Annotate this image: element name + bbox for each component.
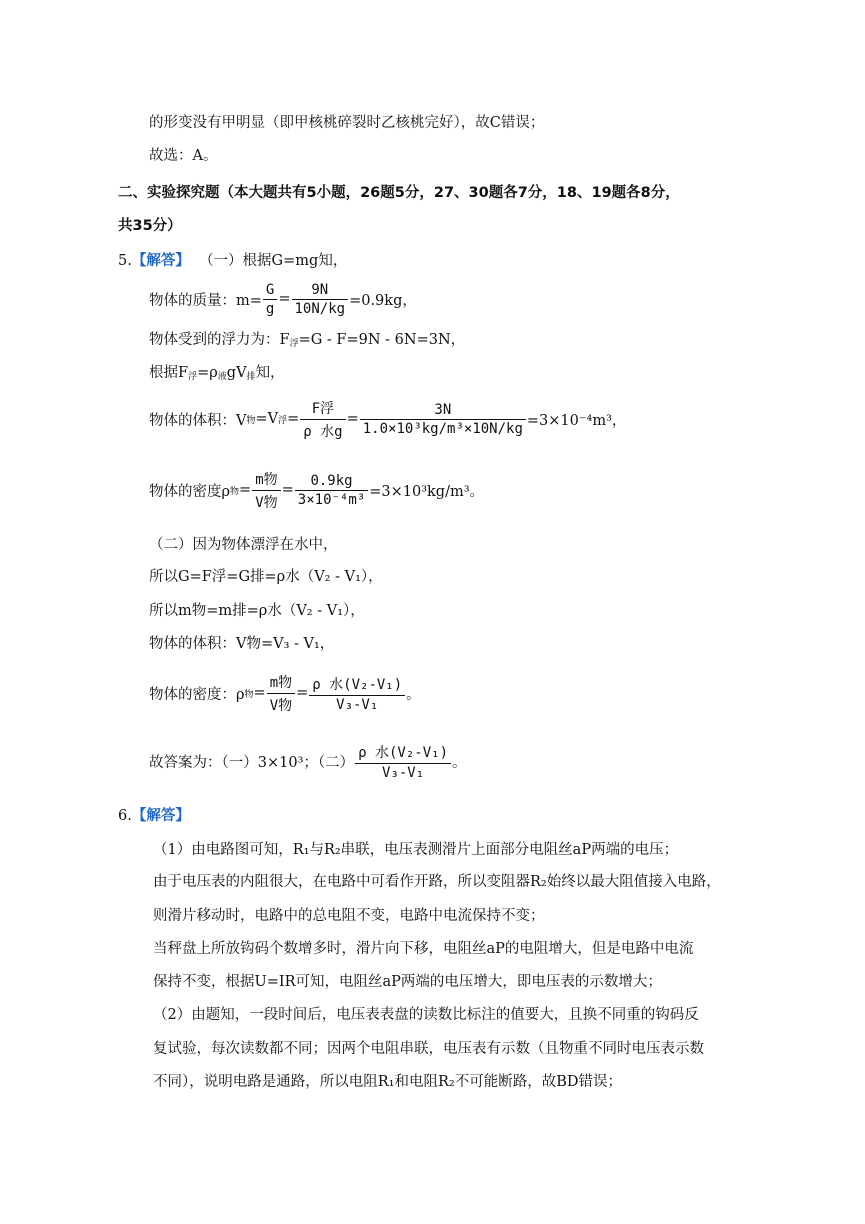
question-5-header [118, 251, 347, 271]
numerator: m物 [267, 672, 295, 694]
text-line: 所以m物=m排=ρ水（V₂ - V₁）， [149, 603, 365, 619]
text: 物体受到的浮力为：F [149, 332, 290, 348]
label: 物体的密度ρ [149, 483, 231, 500]
denominator: V₃-V₁ [336, 696, 379, 713]
answer-tag: 【解答】 [131, 253, 190, 269]
volume-formula: 物体的体积：V 物 =V 浮 = $\frac{\text{F浮}}{\text{ρ 水g}}$ = $\frac{3N}{\text{1.0×10³kg/m³×10N/kg}}$ =3×10⁻⁴m³， [149, 397, 626, 441]
text-line: 的形变没有甲明显（即甲核桃碎裂时乙核桃完好），故C错误； [149, 115, 545, 131]
text-line: 当秤盘上所放钩码个数增多时，滑片向下移，电阻丝aP的电阻增大，但是电路中电流 [153, 941, 694, 957]
result: =0.9kg， [349, 292, 417, 309]
denominator: V物 [255, 494, 278, 511]
label: 故答案为：（一）3×10³；（二） [149, 754, 355, 771]
text: =V [255, 411, 279, 427]
denominator: V物 [269, 697, 293, 714]
text: =G - F=9N - 6N=3N， [298, 332, 466, 348]
subscript: 物 [244, 689, 254, 700]
text-line: 保持不变，根据U=IR可知，电阻丝aP两端的电压增大，即电压表的示数增大； [153, 974, 662, 990]
fraction [295, 473, 368, 508]
text-line: 不同），说明电路是通路，所以电阻R₁和电阻R₂不可能断路，故BD错误； [153, 1074, 622, 1090]
text: 知， [255, 365, 285, 381]
numerator: 9N [292, 282, 349, 300]
denominator: 10N/kg [294, 300, 346, 317]
mass-formula: 物体的质量：m= $\frac{G}{g}$ = $\frac{9N}{10N/kg}$ =0.9kg， [149, 281, 417, 317]
text: =ρ [197, 365, 218, 381]
subscript: 物 [246, 415, 256, 426]
fraction [292, 282, 349, 317]
subscript: 浮 [188, 372, 198, 382]
text: 根据F [149, 365, 189, 381]
question-number: 6. [118, 808, 132, 824]
label: 物体的质量：m= [149, 292, 262, 309]
text-line: 所以G=F浮=G排=ρ水（V₂ - V₁）， [149, 569, 383, 585]
text-line: 则滑片移动时，电路中的总电阻不变，电路中电流保持不变； [153, 908, 545, 924]
result: =3×10³kg/m³。 [369, 483, 485, 500]
fraction [309, 674, 405, 713]
fraction [360, 402, 526, 437]
fraction [355, 742, 451, 781]
question-number: 5. [118, 253, 132, 269]
result: =3×10⁻⁴m³， [526, 412, 627, 429]
fraction [252, 469, 280, 512]
text-line: （2）由题知，一段时间后，电压表表盘的读数比标注的值要大，且换不同重的钩码反 [153, 1007, 699, 1023]
question-6-header [118, 806, 190, 826]
subscript: 物 [230, 486, 240, 497]
label: 物体的体积：V [149, 412, 247, 429]
text: gV [226, 365, 247, 381]
subscript: 浮 [289, 339, 299, 349]
text-line: 由于电压表的内阻很大，在电路中可看作开路，所以变阻器R₂始终以最大阻值接入电路， [153, 874, 721, 890]
numerator: F浮 [300, 398, 345, 420]
denominator: g [265, 300, 275, 317]
numerator: 0.9kg [295, 473, 368, 491]
text-line: （1）由电路图可知，R₁与R₂串联，电压表测滑片上面部分电阻丝aP两端的电压； [153, 842, 679, 858]
denominator: V₃-V₁ [381, 764, 425, 781]
numerator: G [263, 282, 277, 300]
fraction [263, 282, 277, 317]
answer-line [149, 738, 467, 784]
subscript: 浮 [278, 415, 288, 426]
text: = [287, 411, 300, 427]
buoyancy-line [149, 330, 465, 354]
answer-tag: 【解答】 [131, 808, 190, 824]
fraction [300, 398, 345, 441]
numerator: m物 [252, 469, 280, 491]
section-heading: 二、实验探究题（本大题共有5小题，26题5分，27、30题各7分，18、19题各8分， [118, 185, 680, 201]
fraction [267, 672, 295, 715]
subscript: 液 [217, 372, 227, 382]
numerator: 3N [360, 402, 526, 420]
denominator: ρ 水g [303, 423, 343, 440]
denominator: 1.0×10³kg/m³×10N/kg [362, 420, 523, 437]
denominator: 3×10⁻⁴m³ [297, 491, 366, 508]
density-formula-2: 物体的密度：ρ 物 = $\frac{\text{m物}}{\text{V物}}$ = $\frac{\text{ρ 水(V₂-V₁)}}{\text{V₃-V₁}}$ 。 [149, 670, 421, 716]
label: 物体的密度：ρ [149, 686, 245, 703]
numerator: ρ 水(V₂-V₁) [355, 742, 451, 764]
numerator: ρ 水(V₂-V₁) [309, 674, 405, 696]
section-heading-cont: 共35分） [118, 218, 182, 234]
density-formula: 物体的密度ρ 物 = $\frac{\text{m物}}{\text{V物}}$ = $\frac{0.9kg}{\text{3×10⁻⁴m³}}$ =3×10³kg/m³。 [149, 468, 484, 512]
text: 。 [452, 754, 467, 771]
text-line: 复试验，每次读数都不同；因两个电阻串联，电压表有示数（且物重不同时电压表示数 [153, 1041, 704, 1057]
text: （一）根据G=mg知， [199, 253, 348, 269]
text: 。 [406, 686, 421, 703]
subscript: 排 [246, 372, 256, 382]
text-line: 故选：A。 [149, 148, 218, 164]
text-line: （二）因为物体漂浮在水中， [149, 537, 338, 553]
text-line: 物体的体积：V物=V₃ - V₁， [149, 636, 335, 652]
archimedes-line [149, 363, 285, 387]
